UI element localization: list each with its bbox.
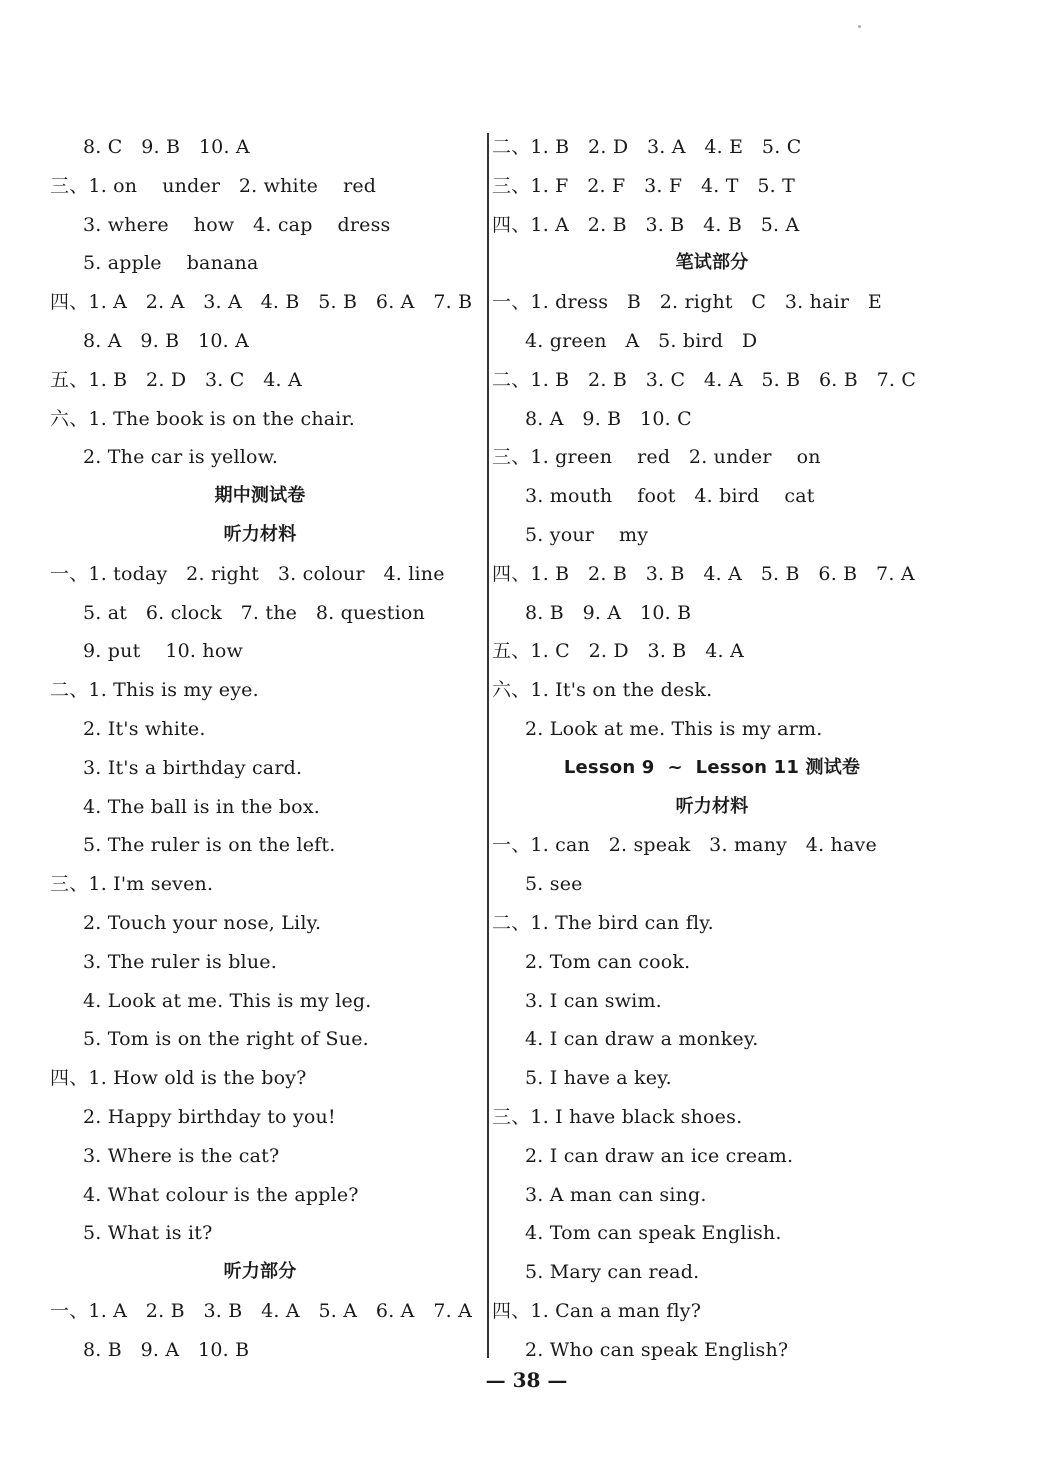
answer-line: 一、1. today 2. right 3. colour 4. line xyxy=(50,562,445,585)
answer-line: 2. I can draw an ice cream. xyxy=(525,1144,794,1167)
section-heading: 期中测试卷 xyxy=(214,485,306,507)
answer-line: 3. I can swim. xyxy=(525,989,662,1012)
answer-line: 9. put 10. how xyxy=(83,640,243,663)
answer-line: 六、1. The book is on the chair. xyxy=(50,407,356,430)
answer-line: 四、1. A 2. B 3. B 4. B 5. A xyxy=(492,213,800,236)
page-number: — 38 — xyxy=(485,1368,568,1392)
answer-line: 3. where how 4. cap dress xyxy=(83,213,391,236)
right-column xyxy=(492,128,1012,1370)
answer-line: 三、1. F 2. F 3. F 4. T 5. T xyxy=(492,174,796,197)
answer-line: 5. Tom is on the right of Sue. xyxy=(83,1028,369,1051)
answer-line: 四、1. Can a man fly? xyxy=(492,1299,702,1322)
answer-line: 3. Where is the cat? xyxy=(83,1144,280,1167)
answer-line: 五、1. C 2. D 3. B 4. A xyxy=(492,640,744,663)
column-divider xyxy=(487,133,489,1358)
answer-line: 二、1. This is my eye. xyxy=(50,679,259,702)
answer-line: 2. It's white. xyxy=(83,717,206,740)
answer-line: 2. Look at me. This is my arm. xyxy=(525,717,823,740)
answer-line: 4. What colour is the apple? xyxy=(83,1183,359,1206)
answer-line: 一、1. A 2. B 3. B 4. A 5. A 6. A 7. A xyxy=(50,1299,473,1322)
answer-line: 2. Touch your nose, Lily. xyxy=(83,911,322,934)
scan-speck xyxy=(858,25,861,28)
answer-line: 3. The ruler is blue. xyxy=(83,950,277,973)
answer-line: 8. B 9. A 10. B xyxy=(525,601,692,624)
answer-line: 4. I can draw a monkey. xyxy=(525,1028,759,1051)
answer-line: 5. The ruler is on the left. xyxy=(83,834,336,857)
answer-line: 5. I have a key. xyxy=(525,1067,672,1090)
answer-line: 4. The ball is in the box. xyxy=(83,795,320,818)
answer-line: 六、1. It's on the desk. xyxy=(492,679,713,702)
answer-line: 2. The car is yellow. xyxy=(83,446,279,469)
answer-line: 3. It's a birthday card. xyxy=(83,756,303,779)
answer-line: 二、1. B 2. D 3. A 4. E 5. C xyxy=(492,136,802,158)
answer-line: 5. apple banana xyxy=(83,252,259,275)
answer-line: 三、1. on under 2. white red xyxy=(50,174,377,197)
answer-line: 8. A 9. B 10. C xyxy=(525,407,692,430)
answer-line: 2. Tom can cook. xyxy=(525,950,691,973)
answer-line: 4. green A 5. bird D xyxy=(525,329,758,352)
answer-line: 四、1. How old is the boy? xyxy=(50,1067,307,1090)
answer-line: 2. Happy birthday to you! xyxy=(83,1105,336,1128)
answer-line: 5. your my xyxy=(525,523,649,546)
answer-line: 五、1. B 2. D 3. C 4. A xyxy=(50,368,302,391)
answer-line: 5. What is it? xyxy=(83,1222,213,1245)
left-column xyxy=(50,128,473,1370)
section-heading: 听力材料 xyxy=(675,795,749,817)
answer-line: 三、1. I have black shoes. xyxy=(492,1105,743,1128)
answer-line: 8. C 9. B 10. A xyxy=(83,136,250,158)
answer-line: 3. mouth foot 4. bird cat xyxy=(525,485,815,508)
answer-line: 一、1. dress B 2. right C 3. hair E xyxy=(492,291,882,314)
answer-line: 2. Who can speak English? xyxy=(525,1338,789,1361)
answer-line: 5. Mary can read. xyxy=(525,1261,700,1284)
answer-line: 5. at 6. clock 7. the 8. question xyxy=(83,601,425,624)
answer-line: 二、1. The bird can fly. xyxy=(492,911,714,934)
answer-line: 4. Look at me. This is my leg. xyxy=(83,989,372,1012)
answer-line: 三、1. I'm seven. xyxy=(50,873,214,896)
section-heading: 笔试部分 xyxy=(675,252,749,274)
answer-line: 5. see xyxy=(525,873,583,896)
section-heading: Lesson 9 ~ Lesson 11 测试卷 xyxy=(563,756,861,778)
answer-line: 三、1. green red 2. under on xyxy=(492,446,821,469)
answer-line: 8. A 9. B 10. A xyxy=(83,329,250,352)
answer-line: 二、1. B 2. B 3. C 4. A 5. B 6. B 7. C xyxy=(492,368,917,391)
answer-line: 一、1. can 2. speak 3. many 4. have xyxy=(492,834,877,857)
answer-line: 8. B 9. A 10. B xyxy=(83,1338,250,1361)
answer-line: 四、1. A 2. A 3. A 4. B 5. B 6. A 7. B xyxy=(50,291,473,314)
section-heading: 听力材料 xyxy=(223,523,297,545)
answer-line: 四、1. B 2. B 3. B 4. A 5. B 6. B 7. A xyxy=(492,562,915,585)
answer-line: 3. A man can sing. xyxy=(525,1183,707,1206)
answer-line: 4. Tom can speak English. xyxy=(525,1222,782,1245)
section-heading: 听力部分 xyxy=(223,1261,297,1283)
